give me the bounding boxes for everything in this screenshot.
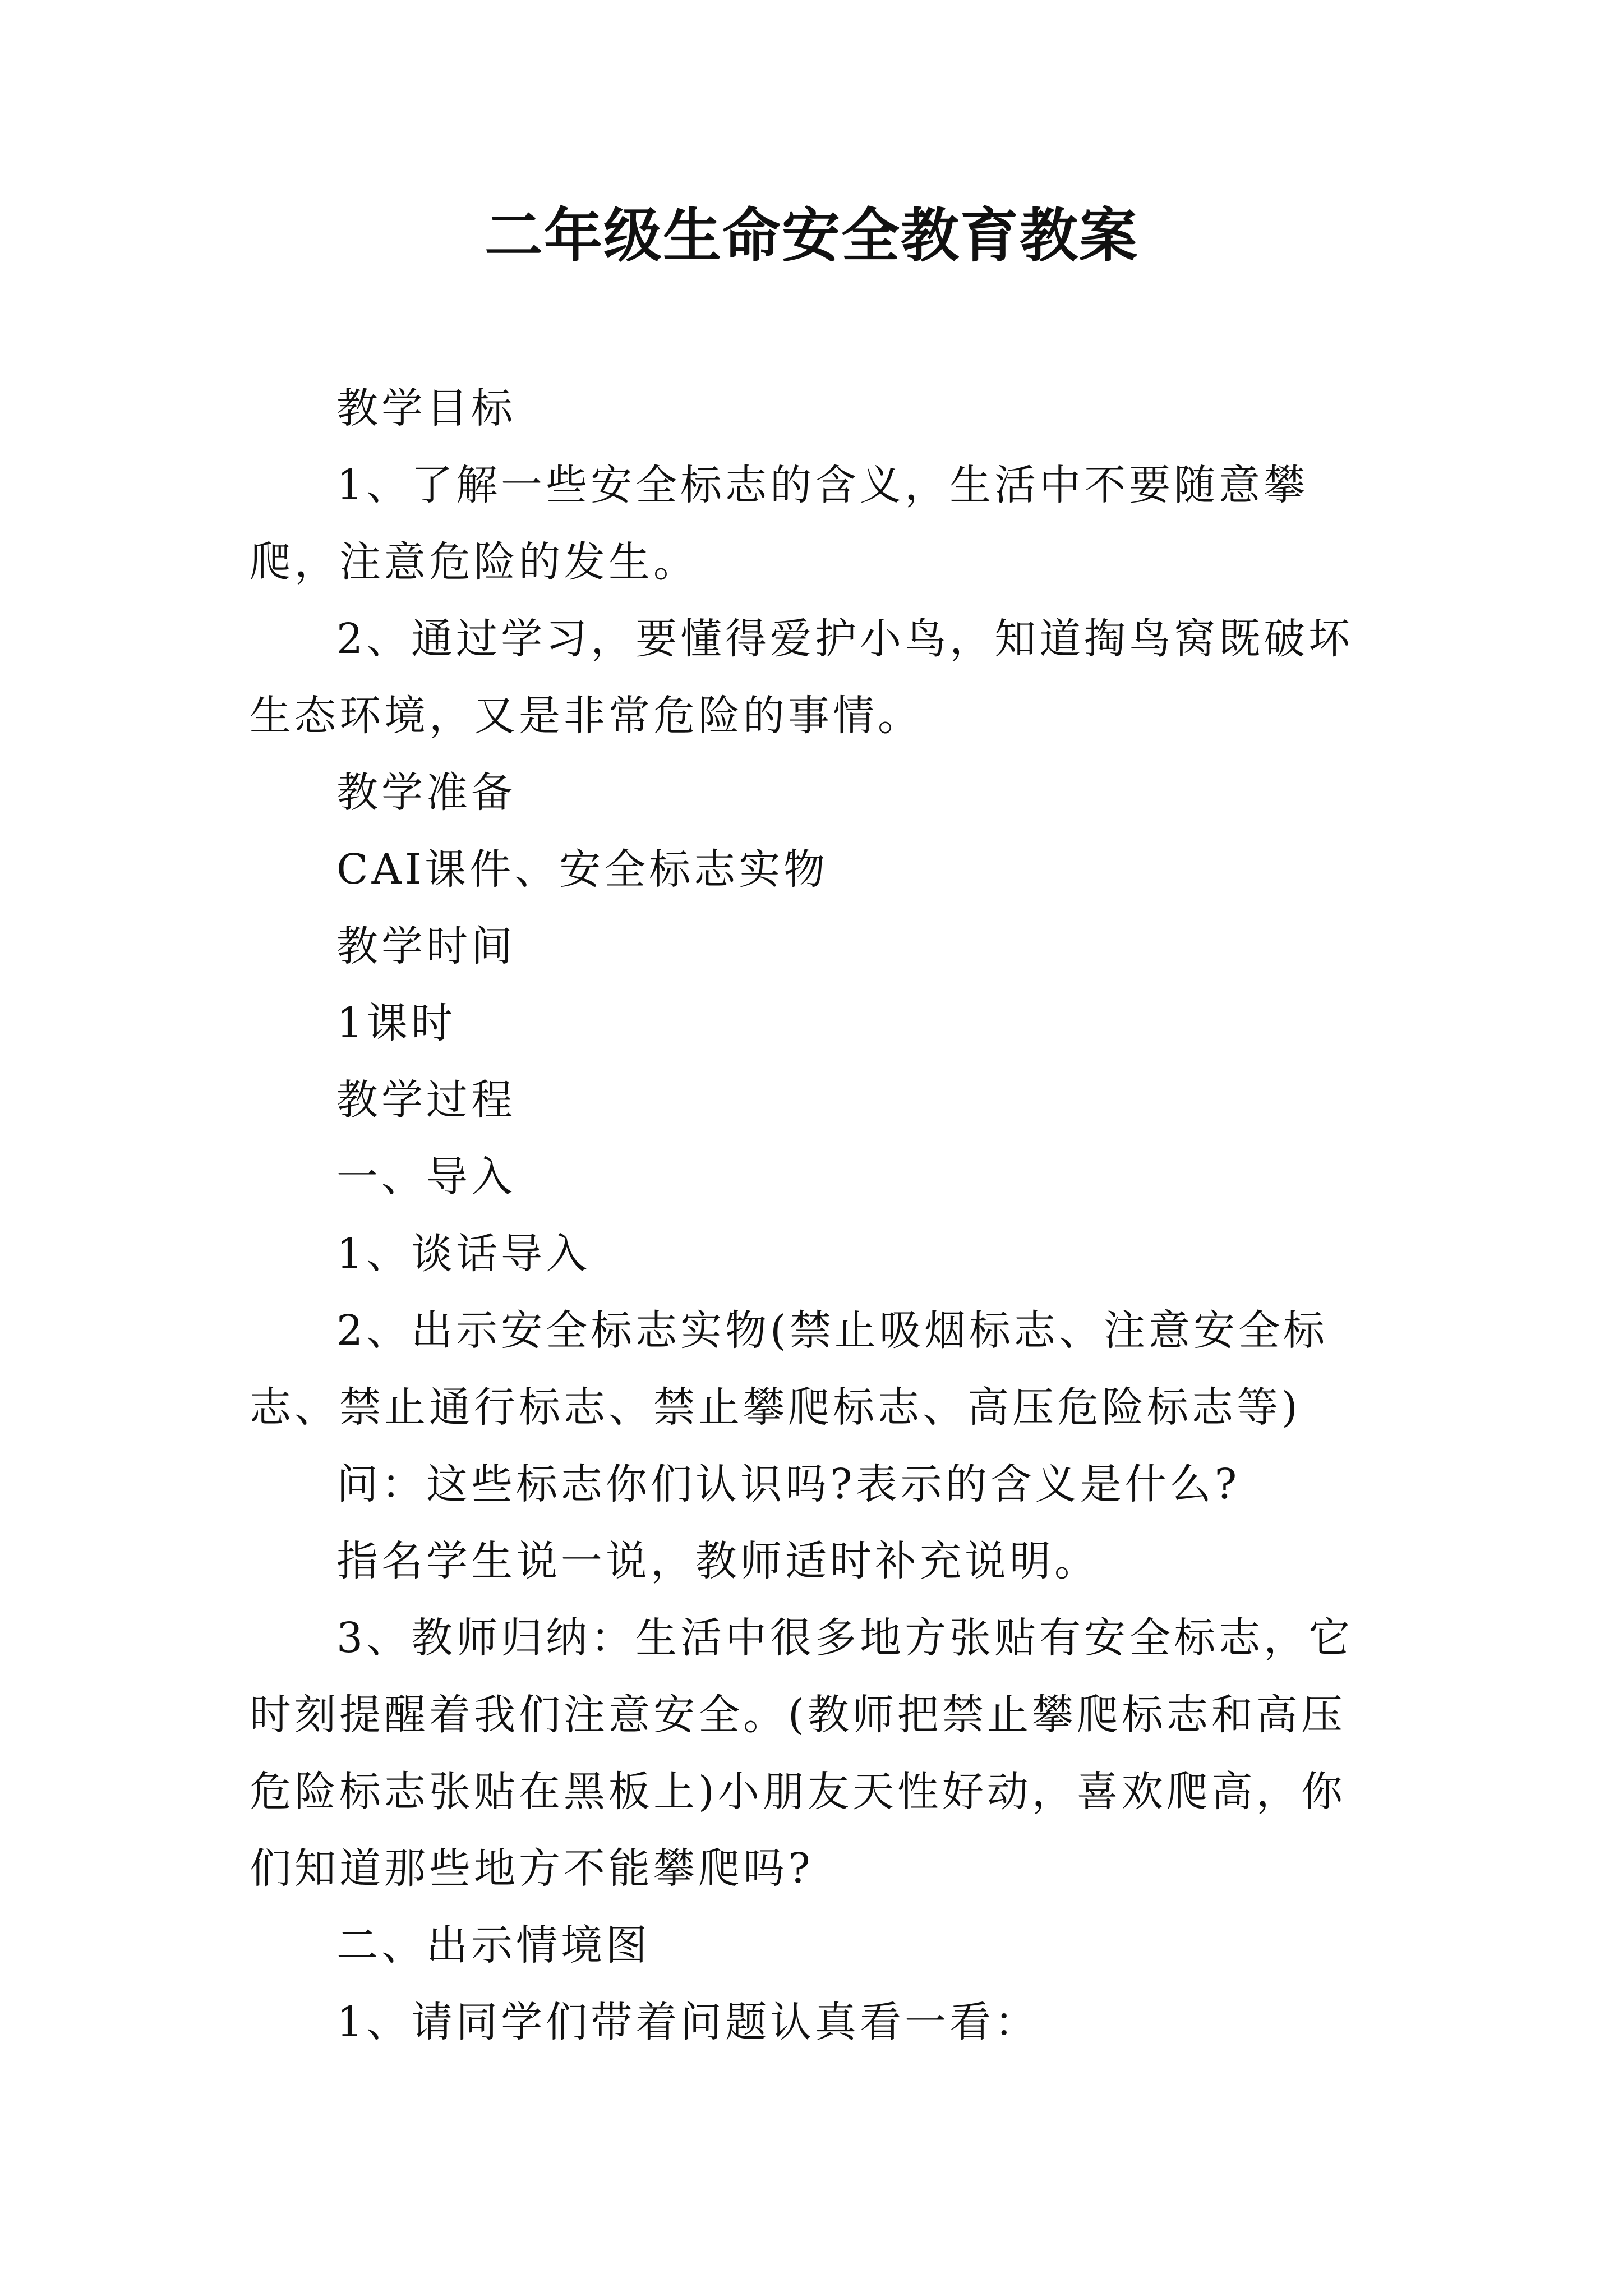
document-body (250, 370, 1388, 2061)
paragraph-preparation-items: CAI课件、安全标志实物 (336, 845, 829, 894)
paragraph-time-value: 1课时 (336, 999, 457, 1047)
paragraph-time-heading: 教学时间 (336, 922, 516, 970)
paragraph-step-1: 1、谈话导入 (336, 1230, 591, 1278)
paragraph-question: 问：这些标志你们认识吗?表示的含义是什么? (336, 1460, 1241, 1508)
paragraph-section-introduction: 一、导入 (336, 1153, 516, 1201)
paragraph-scenario-step-1: 1、请同学们带着问题认真看一看： (336, 1998, 1040, 2046)
paragraph-goal-1: 1、了解一些安全标志的含义，生活中不要随意攀爬，注意危险的发生。 (250, 461, 1309, 586)
paragraph-goal-2: 2、通过学习，要懂得爱护小鸟，知道掏鸟窝既破坏生态环境，又是非常危险的事情。 (250, 615, 1354, 740)
paragraph-step-2: 2、出示安全标志实物(禁止吸烟标志、注意安全标志、禁止通行标志、禁止攀爬标志、高压危险标志等) (250, 1306, 1328, 1432)
paragraph-student-discussion: 指名学生说一说，教师适时补充说明。 (336, 1537, 1099, 1585)
paragraph-teaching-goals-heading: 教学目标 (336, 384, 516, 432)
paragraph-step-3: 3、教师归纳：生活中很多地方张贴有安全标志，它时刻提醒着我们注意安全。(教师把禁止攀爬标志和高压危险标志张贴在黑板上)小朋友天性好动，喜欢爬高，你们知道那些地方不能攀爬吗? (250, 1614, 1354, 1893)
paragraph-preparation-heading: 教学准备 (336, 769, 516, 817)
paragraph-section-scenario: 二、出示情境图 (336, 1921, 651, 1970)
document-title: 二年级生命安全教育教案 (484, 201, 1138, 270)
paragraph-process-heading: 教学过程 (336, 1076, 516, 1124)
